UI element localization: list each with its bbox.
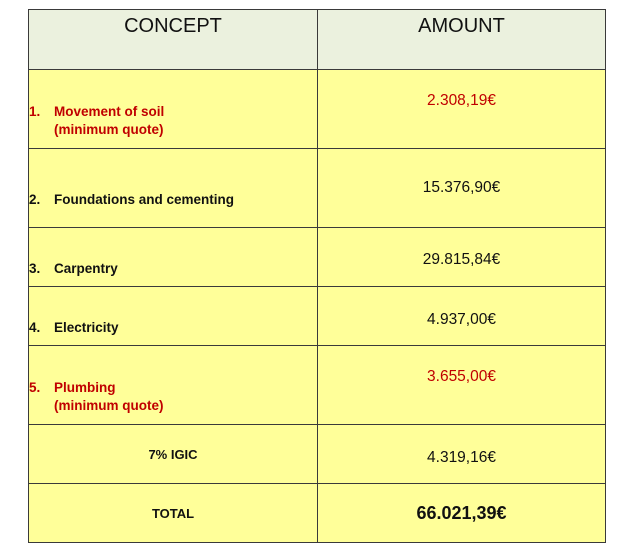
- amount-cell: 15.376,90€: [318, 149, 606, 228]
- concept-header: CONCEPT: [29, 10, 318, 70]
- item-number: 4.: [29, 319, 41, 335]
- header-row: [29, 10, 606, 70]
- item-sublabel: (minimum quote): [54, 121, 164, 137]
- amount-cell: 29.815,84€: [318, 228, 606, 287]
- table-row: [29, 70, 606, 149]
- table-row: [29, 287, 606, 346]
- item-label: Electricity: [54, 319, 119, 335]
- item-label: Carpentry: [54, 260, 118, 276]
- tax-label: 7% IGIC: [29, 425, 318, 484]
- item-number: 5.: [29, 379, 41, 395]
- item-number: 1.: [29, 103, 41, 119]
- amount-header: AMOUNT: [318, 10, 606, 70]
- table-row: [29, 228, 606, 287]
- table-row: [29, 149, 606, 228]
- concept-cell: [29, 346, 318, 425]
- total-row: [29, 484, 606, 543]
- item-number: 2.: [29, 191, 41, 207]
- total-amount: 66.021,39€: [318, 484, 606, 543]
- concept-cell: [29, 70, 318, 149]
- concept-cell: [29, 149, 318, 228]
- table-row: [29, 346, 606, 425]
- concept-cell: [29, 228, 318, 287]
- tax-amount: 4.319,16€: [318, 425, 606, 484]
- tax-row: [29, 425, 606, 484]
- amount-cell: 2.308,19€: [318, 70, 606, 149]
- amount-cell: 3.655,00€: [318, 346, 606, 425]
- item-label: Movement of soil: [54, 103, 165, 119]
- amount-cell: 4.937,00€: [318, 287, 606, 346]
- item-label: Foundations and cementing: [54, 191, 235, 207]
- item-label: Plumbing: [54, 379, 116, 395]
- item-sublabel: (minimum quote): [54, 397, 164, 413]
- concept-cell: [29, 287, 318, 346]
- total-label: TOTAL: [29, 484, 318, 543]
- budget-table: [28, 9, 606, 543]
- item-number: 3.: [29, 260, 41, 276]
